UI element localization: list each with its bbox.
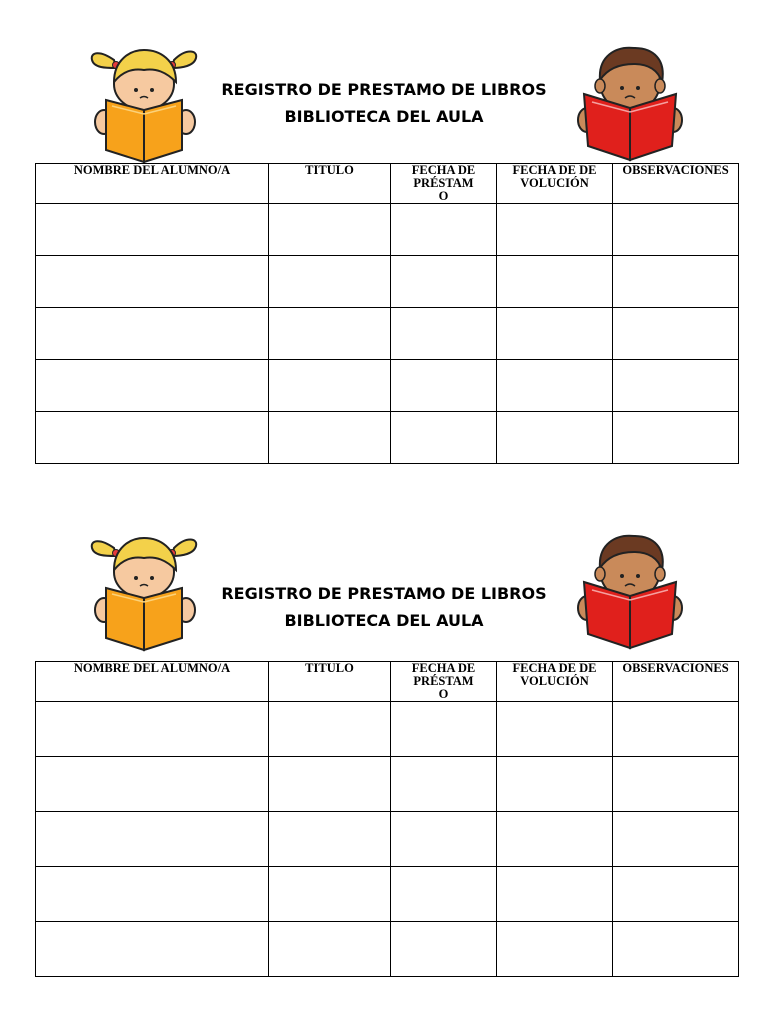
cell-title[interactable] (269, 757, 391, 812)
header-title: TITULO (269, 164, 391, 204)
cell-observations[interactable] (613, 360, 739, 412)
header-observations: OBSERVACIONES (613, 662, 739, 702)
header-return-date: FECHA DE DEVOLUCIÓN (497, 164, 613, 204)
cell-observations[interactable] (613, 256, 739, 308)
cell-title[interactable] (269, 922, 391, 977)
table-row (36, 867, 739, 922)
table-row (36, 702, 739, 757)
loan-register-table (35, 163, 739, 464)
cell-return-date[interactable] (497, 757, 613, 812)
cell-student-name[interactable] (36, 922, 269, 977)
cell-return-date[interactable] (497, 867, 613, 922)
cell-student-name[interactable] (36, 867, 269, 922)
cell-loan-date[interactable] (391, 757, 497, 812)
cell-student-name[interactable] (36, 702, 269, 757)
header-title: TITULO (269, 662, 391, 702)
cell-loan-date[interactable] (391, 204, 497, 256)
cell-title[interactable] (269, 360, 391, 412)
cell-return-date[interactable] (497, 256, 613, 308)
cell-loan-date[interactable] (391, 412, 497, 464)
cell-return-date[interactable] (497, 308, 613, 360)
cell-observations[interactable] (613, 204, 739, 256)
title-line-1: REGISTRO DE PRESTAMO DE LIBROS (221, 80, 547, 99)
table-header-row (36, 662, 739, 702)
boy-reading-icon (574, 42, 686, 162)
cell-student-name[interactable] (36, 412, 269, 464)
cell-loan-date[interactable] (391, 702, 497, 757)
cell-loan-date[interactable] (391, 360, 497, 412)
table-row (36, 922, 739, 977)
title-line-1: REGISTRO DE PRESTAMO DE LIBROS (221, 584, 547, 603)
cell-title[interactable] (269, 812, 391, 867)
table-row (36, 757, 739, 812)
cell-student-name[interactable] (36, 204, 269, 256)
loan-register-table (35, 661, 739, 977)
cell-student-name[interactable] (36, 308, 269, 360)
cell-return-date[interactable] (497, 812, 613, 867)
table-row (36, 256, 739, 308)
cell-observations[interactable] (613, 812, 739, 867)
cell-title[interactable] (269, 308, 391, 360)
cell-student-name[interactable] (36, 360, 269, 412)
cell-observations[interactable] (613, 867, 739, 922)
cell-title[interactable] (269, 867, 391, 922)
table-row (36, 204, 739, 256)
cell-title[interactable] (269, 412, 391, 464)
cell-return-date[interactable] (497, 412, 613, 464)
cell-loan-date[interactable] (391, 922, 497, 977)
header-student-name: NOMBRE DEL ALUMNO/A (36, 164, 269, 204)
cell-observations[interactable] (613, 922, 739, 977)
cell-loan-date[interactable] (391, 812, 497, 867)
table-row (36, 812, 739, 867)
cell-student-name[interactable] (36, 812, 269, 867)
table-header-row (36, 164, 739, 204)
form-title (200, 580, 568, 634)
cell-return-date[interactable] (497, 702, 613, 757)
header-loan-date: FECHA DE PRÉSTAMO (391, 164, 497, 204)
cell-loan-date[interactable] (391, 867, 497, 922)
header-student-name: NOMBRE DEL ALUMNO/A (36, 662, 269, 702)
header-observations: OBSERVACIONES (613, 164, 739, 204)
cell-loan-date[interactable] (391, 308, 497, 360)
title-line-2: BIBLIOTECA DEL AULA (284, 611, 484, 630)
girl-reading-icon (86, 526, 202, 652)
cell-return-date[interactable] (497, 204, 613, 256)
cell-return-date[interactable] (497, 360, 613, 412)
header-loan-date: FECHA DE PRÉSTAMO (391, 662, 497, 702)
cell-title[interactable] (269, 204, 391, 256)
girl-reading-icon (86, 38, 202, 164)
cell-observations[interactable] (613, 757, 739, 812)
cell-observations[interactable] (613, 412, 739, 464)
cell-student-name[interactable] (36, 256, 269, 308)
cell-return-date[interactable] (497, 922, 613, 977)
header-return-date: FECHA DE DEVOLUCIÓN (497, 662, 613, 702)
cell-loan-date[interactable] (391, 256, 497, 308)
cell-title[interactable] (269, 702, 391, 757)
table-row (36, 412, 739, 464)
cell-student-name[interactable] (36, 757, 269, 812)
boy-reading-icon (574, 530, 686, 650)
table-row (36, 308, 739, 360)
title-line-2: BIBLIOTECA DEL AULA (284, 107, 484, 126)
cell-observations[interactable] (613, 702, 739, 757)
table-row (36, 360, 739, 412)
cell-title[interactable] (269, 256, 391, 308)
cell-observations[interactable] (613, 308, 739, 360)
form-title (200, 76, 568, 130)
